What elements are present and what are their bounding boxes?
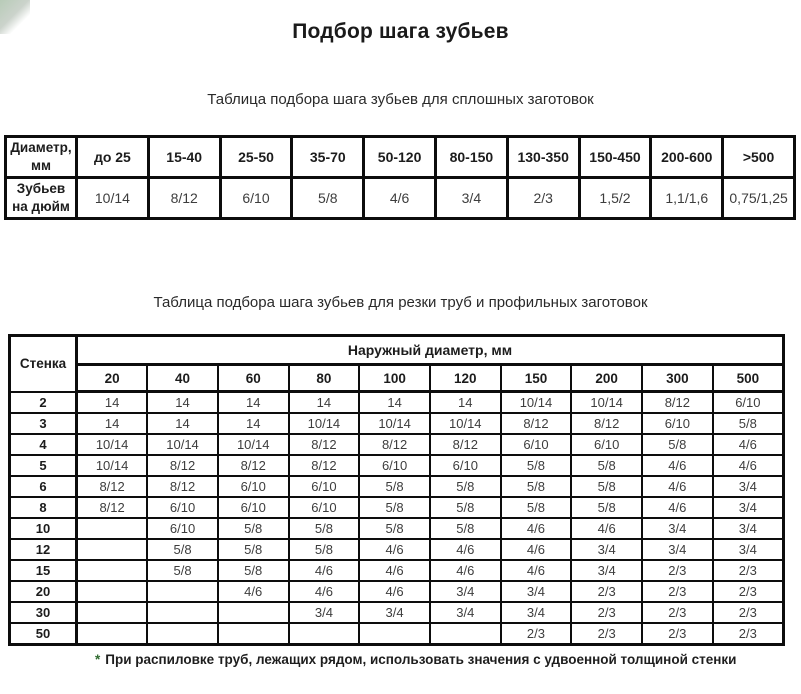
t2-corner-header: Стенка — [10, 336, 77, 392]
t2-value-cell — [77, 539, 148, 560]
t2-value-cell — [289, 623, 360, 645]
t2-group-header: Наружный диаметр, мм — [77, 336, 784, 365]
t1-value-cell: 1,5/2 — [579, 178, 651, 219]
t1-value-cell: 8/12 — [148, 178, 220, 219]
t2-data-row — [10, 476, 784, 497]
t2-value-cell — [77, 623, 148, 645]
t2-wall-cell: 6 — [10, 476, 77, 497]
t2-value-cell: 3/4 — [289, 602, 360, 623]
solid-workpiece-table — [4, 135, 796, 220]
t2-header-row-diameters — [10, 365, 784, 392]
t2-value-cell: 2/3 — [642, 623, 713, 645]
t2-value-cell — [359, 623, 430, 645]
t2-value-cell: 6/10 — [289, 497, 360, 518]
t2-column-header: 80 — [289, 365, 360, 392]
t1-column-header: 25-50 — [220, 137, 292, 178]
t2-value-cell — [430, 623, 501, 645]
t2-header-row-group — [10, 336, 784, 365]
t2-value-cell: 4/6 — [218, 581, 289, 602]
t2-value-cell — [218, 623, 289, 645]
t2-value-cell: 2/3 — [713, 560, 784, 581]
t1-header-row — [6, 137, 795, 178]
t2-value-cell: 14 — [359, 392, 430, 414]
t2-value-cell: 10/14 — [77, 455, 148, 476]
t2-value-cell: 5/8 — [430, 476, 501, 497]
t2-value-cell: 10/14 — [147, 434, 218, 455]
t2-value-cell: 8/12 — [289, 455, 360, 476]
t2-value-cell — [77, 581, 148, 602]
t2-wall-cell: 3 — [10, 413, 77, 434]
t2-value-cell: 4/6 — [359, 539, 430, 560]
t2-value-cell: 3/4 — [713, 518, 784, 539]
t2-value-cell — [77, 518, 148, 539]
t2-value-cell: 10/14 — [501, 392, 572, 414]
t2-value-cell: 5/8 — [501, 476, 572, 497]
t2-value-cell: 6/10 — [218, 497, 289, 518]
t2-data-row — [10, 602, 784, 623]
t2-value-cell: 3/4 — [359, 602, 430, 623]
t2-value-cell — [147, 602, 218, 623]
t2-value-cell: 14 — [77, 392, 148, 414]
t2-value-cell: 4/6 — [642, 476, 713, 497]
t2-value-cell: 3/4 — [571, 560, 642, 581]
t2-value-cell: 8/12 — [218, 455, 289, 476]
t2-value-cell: 4/6 — [713, 434, 784, 455]
t1-column-header: 200-600 — [651, 137, 723, 178]
t2-value-cell: 4/6 — [501, 518, 572, 539]
t2-value-cell: 3/4 — [713, 539, 784, 560]
t2-data-row — [10, 497, 784, 518]
t2-value-cell: 6/10 — [147, 518, 218, 539]
t2-column-header: 60 — [218, 365, 289, 392]
t1-value-cell: 2/3 — [507, 178, 579, 219]
t2-value-cell: 14 — [147, 392, 218, 414]
asterisk-marker: * — [95, 652, 101, 667]
t2-value-cell: 10/14 — [289, 413, 360, 434]
t2-value-cell: 5/8 — [147, 539, 218, 560]
t2-value-cell: 6/10 — [713, 392, 784, 414]
footnote — [95, 652, 736, 667]
t2-column-header: 500 — [713, 365, 784, 392]
t2-data-row — [10, 392, 784, 414]
t2-column-header: 20 — [77, 365, 148, 392]
t1-column-header: до 25 — [77, 137, 149, 178]
t2-value-cell: 10/14 — [77, 434, 148, 455]
t2-value-cell: 4/6 — [642, 455, 713, 476]
t2-value-cell: 8/12 — [147, 476, 218, 497]
t2-value-cell: 5/8 — [218, 518, 289, 539]
t1-column-header: >500 — [723, 137, 795, 178]
t2-data-row — [10, 434, 784, 455]
t2-column-header: 200 — [571, 365, 642, 392]
t2-value-cell: 4/6 — [713, 455, 784, 476]
t2-value-cell: 3/4 — [571, 539, 642, 560]
t2-value-cell: 5/8 — [359, 476, 430, 497]
t2-value-cell: 6/10 — [359, 455, 430, 476]
t2-value-cell: 10/14 — [571, 392, 642, 414]
t2-value-cell: 2/3 — [571, 623, 642, 645]
t2-value-cell: 3/4 — [430, 602, 501, 623]
t2-value-cell: 4/6 — [359, 560, 430, 581]
t1-value-cell: 5/8 — [292, 178, 364, 219]
t2-value-cell — [218, 602, 289, 623]
t2-value-cell: 5/8 — [642, 434, 713, 455]
t2-value-cell: 6/10 — [430, 455, 501, 476]
t1-column-header: 35-70 — [292, 137, 364, 178]
t2-value-cell: 2/3 — [713, 581, 784, 602]
t1-value-cell: 1,1/1,6 — [651, 178, 723, 219]
t2-value-cell: 3/4 — [642, 539, 713, 560]
t2-value-cell: 5/8 — [571, 476, 642, 497]
t2-column-header: 40 — [147, 365, 218, 392]
t2-value-cell: 5/8 — [501, 497, 572, 518]
t1-value-cell: 10/14 — [77, 178, 149, 219]
t2-value-cell: 4/6 — [289, 560, 360, 581]
table1-caption: Таблица подбора шага зубьев для сплошных заготовок — [207, 91, 594, 108]
t2-data-row — [10, 518, 784, 539]
t2-value-cell: 5/8 — [359, 518, 430, 539]
pipe-profile-table — [8, 334, 785, 646]
t2-value-cell: 4/6 — [501, 539, 572, 560]
t2-value-cell: 8/12 — [501, 413, 572, 434]
t2-data-row — [10, 455, 784, 476]
t2-value-cell: 14 — [147, 413, 218, 434]
t2-value-cell: 3/4 — [713, 476, 784, 497]
t2-column-header: 300 — [642, 365, 713, 392]
t2-wall-cell: 12 — [10, 539, 77, 560]
t2-value-cell: 5/8 — [713, 413, 784, 434]
t2-value-cell: 8/12 — [77, 497, 148, 518]
t2-value-cell: 14 — [218, 392, 289, 414]
t1-column-header: 130-350 — [507, 137, 579, 178]
t2-data-row — [10, 413, 784, 434]
t2-value-cell: 8/12 — [430, 434, 501, 455]
t2-value-cell: 3/4 — [501, 581, 572, 602]
t2-value-cell: 14 — [289, 392, 360, 414]
t2-column-header: 150 — [501, 365, 572, 392]
t1-column-header: 150-450 — [579, 137, 651, 178]
t2-value-cell: 4/6 — [501, 560, 572, 581]
t2-value-cell: 5/8 — [218, 560, 289, 581]
t2-value-cell: 8/12 — [289, 434, 360, 455]
t2-wall-cell: 8 — [10, 497, 77, 518]
page-title: Подбор шага зубьев — [292, 20, 509, 44]
t2-value-cell: 14 — [77, 413, 148, 434]
t1-value-cell: 0,75/1,25 — [723, 178, 795, 219]
t2-column-header: 120 — [430, 365, 501, 392]
t2-value-cell: 4/6 — [430, 539, 501, 560]
t2-value-cell — [77, 560, 148, 581]
t2-value-cell: 14 — [430, 392, 501, 414]
t2-value-cell: 2/3 — [713, 602, 784, 623]
t2-value-cell: 8/12 — [147, 455, 218, 476]
t2-value-cell: 3/4 — [642, 518, 713, 539]
t2-value-cell: 2/3 — [642, 602, 713, 623]
t2-data-row — [10, 623, 784, 645]
t1-column-header: 15-40 — [148, 137, 220, 178]
t2-value-cell: 8/12 — [77, 476, 148, 497]
t2-wall-cell: 5 — [10, 455, 77, 476]
t2-wall-cell: 2 — [10, 392, 77, 414]
t2-value-cell: 5/8 — [147, 560, 218, 581]
t2-value-cell — [147, 581, 218, 602]
t2-value-cell: 6/10 — [501, 434, 572, 455]
t2-column-header: 100 — [359, 365, 430, 392]
t1-value-cell: 3/4 — [435, 178, 507, 219]
t2-value-cell: 6/10 — [571, 434, 642, 455]
t2-value-cell — [147, 623, 218, 645]
t2-value-cell: 3/4 — [501, 602, 572, 623]
t2-value-cell: 6/10 — [218, 476, 289, 497]
t2-wall-cell: 20 — [10, 581, 77, 602]
t2-value-cell: 5/8 — [501, 455, 572, 476]
t2-value-cell: 10/14 — [430, 413, 501, 434]
t2-value-cell: 4/6 — [289, 581, 360, 602]
t2-value-cell: 2/3 — [642, 560, 713, 581]
t2-value-cell: 4/6 — [359, 581, 430, 602]
t2-value-cell: 6/10 — [289, 476, 360, 497]
t2-value-cell: 8/12 — [571, 413, 642, 434]
t2-value-cell: 6/10 — [147, 497, 218, 518]
t2-value-cell: 8/12 — [642, 392, 713, 414]
t2-wall-cell: 50 — [10, 623, 77, 645]
t2-value-cell: 2/3 — [642, 581, 713, 602]
t2-value-cell: 5/8 — [289, 518, 360, 539]
t2-value-cell: 5/8 — [218, 539, 289, 560]
t2-value-cell: 5/8 — [430, 518, 501, 539]
t2-value-cell: 14 — [218, 413, 289, 434]
t2-wall-cell: 10 — [10, 518, 77, 539]
t2-value-cell: 5/8 — [571, 497, 642, 518]
footnote-text: При распиловке труб, лежащих рядом, использовать значения с удвоенной толщиной стенки — [105, 652, 737, 667]
t2-value-cell: 3/4 — [430, 581, 501, 602]
table2-caption: Таблица подбора шага зубьев для резки труб и профильных заготовок — [153, 294, 648, 311]
t1-row-header: Зубьев на дюйм — [6, 178, 77, 219]
t2-value-cell: 2/3 — [713, 623, 784, 645]
t1-row-header: Диаметр, мм — [6, 137, 77, 178]
t1-column-header: 50-120 — [364, 137, 436, 178]
t2-data-row — [10, 581, 784, 602]
t2-value-cell: 4/6 — [642, 497, 713, 518]
t1-value-row — [6, 178, 795, 219]
t2-value-cell: 2/3 — [501, 623, 572, 645]
t2-value-cell: 6/10 — [642, 413, 713, 434]
t2-wall-cell: 30 — [10, 602, 77, 623]
t2-value-cell — [77, 602, 148, 623]
t1-value-cell: 6/10 — [220, 178, 292, 219]
t2-wall-cell: 15 — [10, 560, 77, 581]
t2-value-cell: 10/14 — [218, 434, 289, 455]
t2-value-cell: 4/6 — [430, 560, 501, 581]
t2-wall-cell: 4 — [10, 434, 77, 455]
t2-value-cell: 8/12 — [359, 434, 430, 455]
t2-value-cell: 10/14 — [359, 413, 430, 434]
t2-value-cell: 5/8 — [289, 539, 360, 560]
t2-value-cell: 3/4 — [713, 497, 784, 518]
t2-value-cell: 2/3 — [571, 602, 642, 623]
t1-column-header: 80-150 — [435, 137, 507, 178]
t2-value-cell: 5/8 — [430, 497, 501, 518]
t2-value-cell: 5/8 — [359, 497, 430, 518]
t2-data-row — [10, 539, 784, 560]
t2-value-cell: 5/8 — [571, 455, 642, 476]
t2-value-cell: 4/6 — [571, 518, 642, 539]
t2-data-row — [10, 560, 784, 581]
t1-value-cell: 4/6 — [364, 178, 436, 219]
t2-value-cell: 2/3 — [571, 581, 642, 602]
